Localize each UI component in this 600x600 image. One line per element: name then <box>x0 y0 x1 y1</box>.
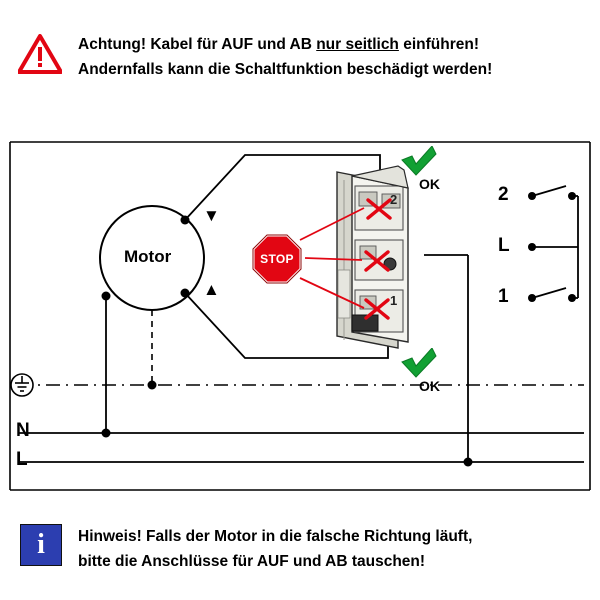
info-icon: i <box>20 524 62 566</box>
warning-line1-pre: Achtung! Kabel für AUF und AB <box>78 36 317 53</box>
warning-line1-post: einführen! <box>398 36 479 53</box>
warning-banner <box>0 14 600 94</box>
ok-label-top: OK <box>419 176 440 192</box>
switch-terminal-2-label: 2 <box>498 184 509 205</box>
wiring-diagram-svg <box>0 100 600 500</box>
up-arrow-label: ▲ <box>203 280 220 299</box>
module-terminal-2-label: 2 <box>390 192 398 207</box>
warning-triangle-icon <box>18 34 62 74</box>
module-terminal-1-label: 1 <box>390 293 398 308</box>
note-text <box>78 524 583 574</box>
earth-ground-icon <box>11 374 33 396</box>
ok-label-bottom: OK <box>419 378 440 394</box>
note-line1: Hinweis! Falls der Motor in die falsche Richtung läuft, <box>78 528 473 545</box>
ok-check-top-icon <box>400 146 438 176</box>
down-arrow-label: ▼ <box>203 206 220 225</box>
switch-terminal-l-label: L <box>498 235 510 256</box>
note-banner <box>0 512 600 582</box>
note-line2: bitte die Anschlüsse für AUF und AB tauschen! <box>78 553 426 570</box>
wiring-diagram <box>0 100 600 500</box>
wall-switch-symbol <box>528 186 578 302</box>
warning-line1-underlined: nur seitlich <box>316 36 399 53</box>
switch-terminal-1-label: 1 <box>498 286 509 307</box>
rail-n-label: N <box>16 420 30 441</box>
ok-check-bottom-icon <box>400 348 438 378</box>
warning-text <box>78 32 588 82</box>
warning-line2: Andernfalls kann die Schaltfunktion beschädigt werden! <box>78 61 493 78</box>
stop-sign-label: STOP <box>260 252 294 266</box>
rail-l-label: L <box>16 449 28 470</box>
motor-label: Motor <box>124 247 172 266</box>
l-rail-junction-dot <box>464 458 473 467</box>
